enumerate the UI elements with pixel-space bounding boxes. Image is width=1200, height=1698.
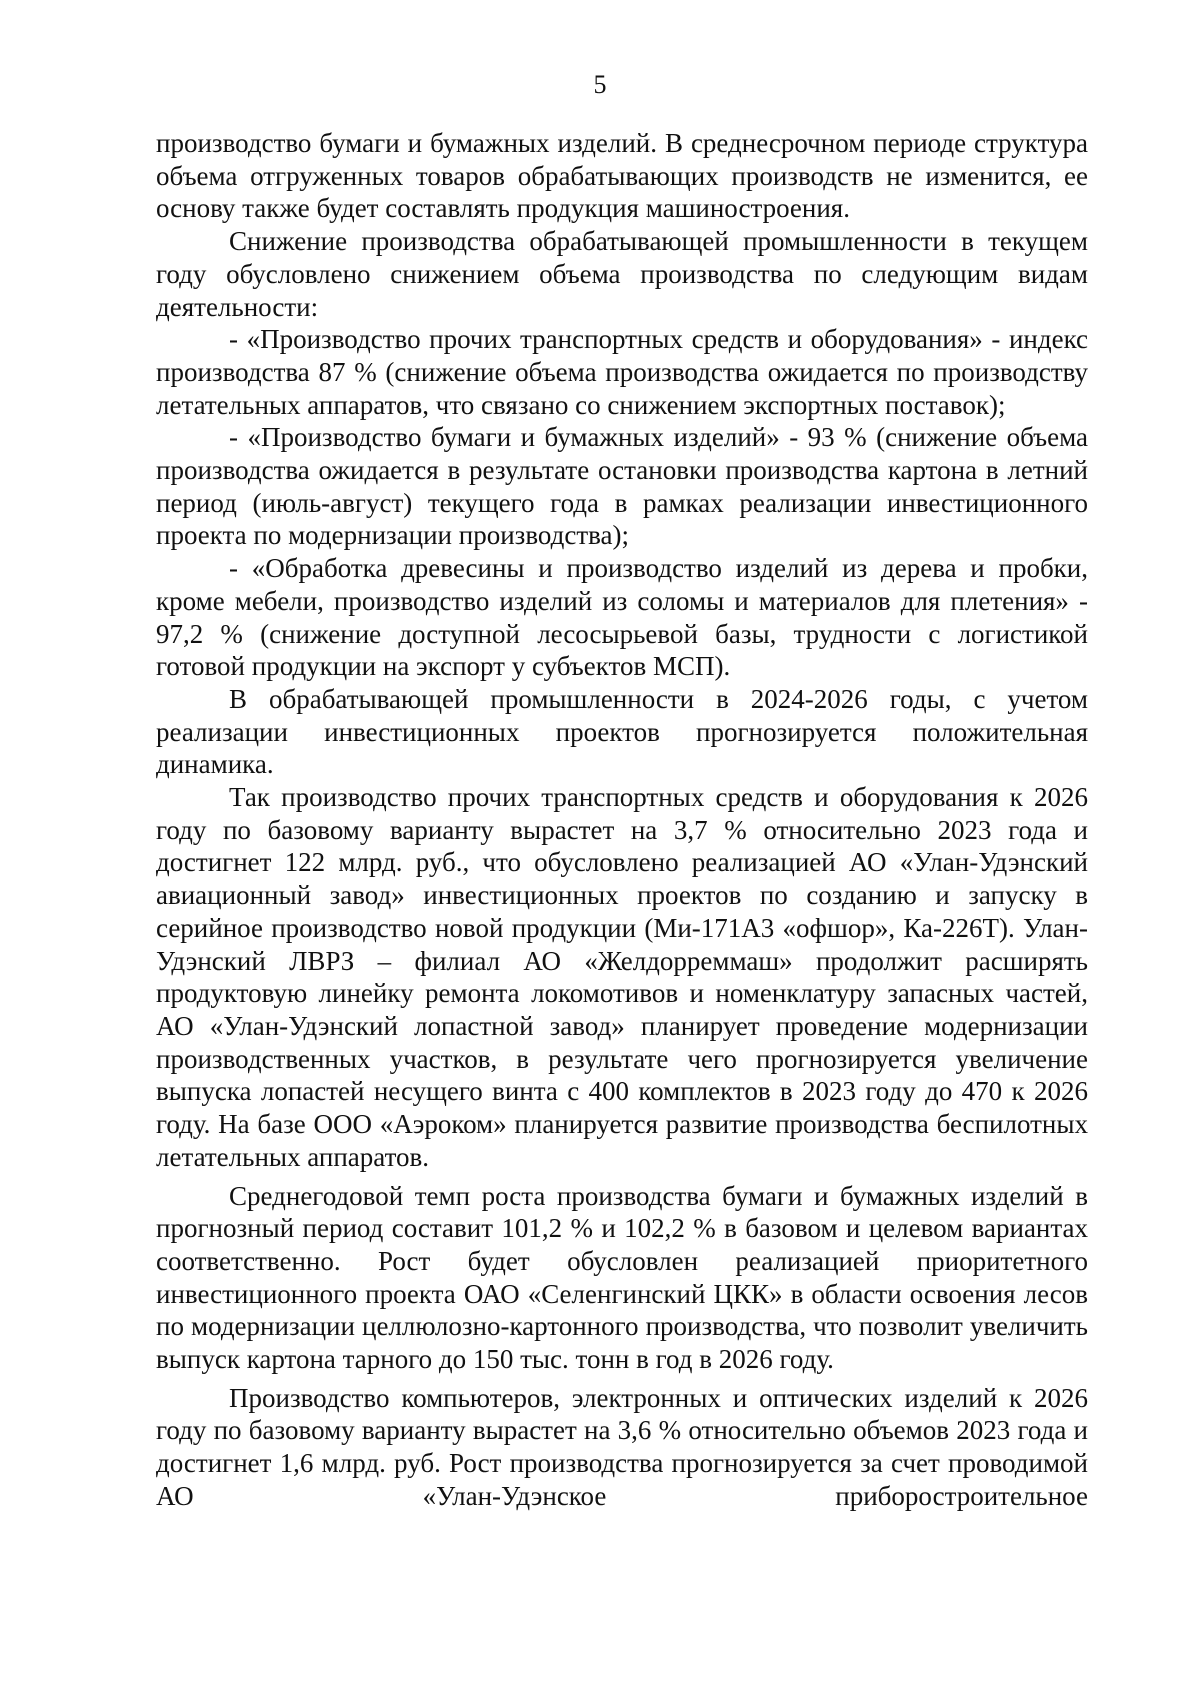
paragraph-transport-forecast: Так производство прочих транспортных средств и оборудования к 2026 году по базовому варианту вырастет на 3,7 % относительно 2023 года и достигнет 122 млрд. руб., что обусловлено реализацией АО «Улан-Удэнский авиационный завод» инвестиционных проектов по созданию и запуску в серийное производство новой продукции (Ми-171А3 «офшор», Ка-226Т). Улан-Удэнский ЛВРЗ – филиал АО «Желдорреммаш» продолжит расширять продуктовую линейку ремонта локомотивов и номенклатуру запасных частей, АО «Улан-Удэнский лопастной завод» планирует проведение модернизации производственных участков, в результате чего прогнозируется увеличение выпуска лопастей несущего винта с 400 комплектов в 2023 году до 470 к 2026 году. На базе ООО «Аэроком» планируется развитие производства беспилотных летательных аппаратов. <box>156 782 1088 1172</box>
document-body <box>156 127 1088 1513</box>
paragraph-paper-forecast: Среднегодовой темп роста производства бумаги и бумажных изделий в прогнозный период составит 101,2 % и 102,2 % в базовом и целевом вариантах соответственно. Рост будет обусловлен реализацией приоритетного инвестиционного проекта ОАО «Селенгинский ЦКК» в области освоения лесов по модернизации целлюлозно-картонного производства, что позволит увеличить выпуск картона тарного до 150 тыс. тонн в год в 2026 году. <box>156 1180 1088 1375</box>
paragraph-continuation: производство бумаги и бумажных изделий. В среднесрочном периоде структура объема отгруженных товаров обрабатывающих производств не изменится, ее основу также будет составлять продукция машиностроения. <box>156 128 1088 224</box>
list-item-paper: - «Производство бумаги и бумажных изделий» - 93 % (снижение объема производства ожидается в результате остановки производства картона в летний период (июль-август) текущего года в рамках реализации инвестиционного проекта по модернизации производства); <box>156 422 1088 551</box>
list-item-wood: - «Обработка древесины и производство изделий из дерева и пробки, кроме мебели, производство изделий из соломы и материалов для плетения» - 97,2 % (снижение доступной лесосырьевой базы, трудности с логистикой готовой продукции на экспорт у субъектов МСП). <box>156 553 1088 682</box>
paragraph-electronics-forecast: Производство компьютеров, электронных и оптических изделий к 2026 году по базовому варианту вырастет на 3,6 % относительно объемов 2023 года и достигнет 1,6 млрд. руб. Рост производства прогнозируется за счет проводимой АО «Улан-Удэнское приборостроительное <box>156 1382 1088 1511</box>
paragraph-positive-dynamics: В обрабатывающей промышленности в 2024-2026 годы, с учетом реализации инвестиционных проектов прогнозируется положительная динамика. <box>156 683 1088 780</box>
list-item-transport: - «Производство прочих транспортных средств и оборудования» - индекс производства 87 % (снижение объема производства ожидается по производству летательных аппаратов, что связано со снижением экспортных поставок); <box>156 324 1088 420</box>
page-number: 5 <box>593 70 607 99</box>
paragraph-decline-intro: Снижение производства обрабатывающей промышленности в текущем году обусловлено снижением объема производства по следующим видам деятельности: <box>156 226 1088 322</box>
